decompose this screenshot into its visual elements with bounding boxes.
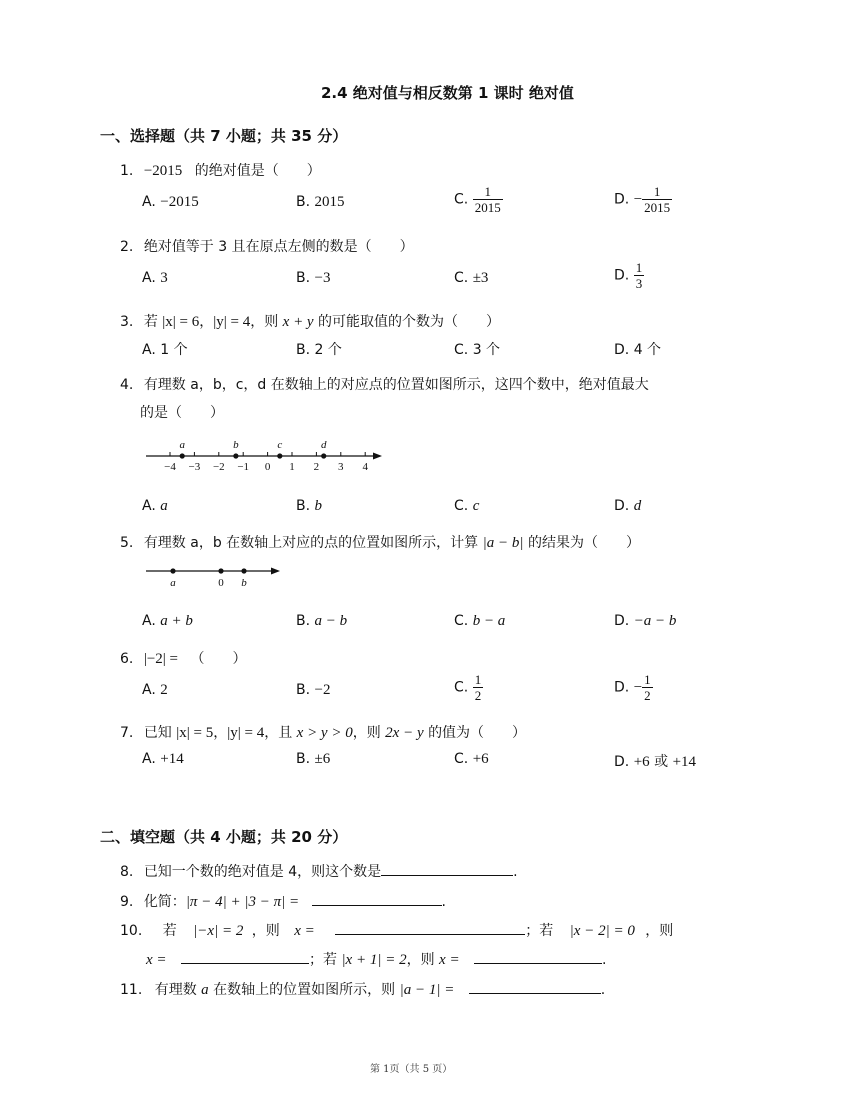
option-value: a + b [160,613,193,629]
option-letter: D. [614,267,630,284]
section-heading-fill: 二、填空题（共 4 小题；共 20 分） [100,828,348,846]
q2-option-a[interactable] [142,270,168,287]
option-letter: B. [296,270,311,286]
option-value: −2015 [160,194,199,210]
question-expression: |a − 1| = [399,982,455,998]
question-text: ，则 [250,314,279,330]
q5-option-a[interactable] [142,613,193,630]
option-sign: − [633,679,643,696]
question-expression: x + y [282,314,314,330]
question-expression: |π − 4| + |3 − π| = [185,894,300,910]
question-variable: a [201,982,209,998]
option-value: 2015 [314,194,345,210]
question-paren: （ ） [190,651,247,667]
axis-arrow [271,568,280,575]
option-value: b [314,498,323,514]
question-expression: x = [146,952,167,968]
question-text: 若 [162,923,177,939]
option-letter: A. [142,682,156,698]
option-letter: C. [454,342,469,358]
page-title: 2.4 绝对值与相反数第 1 课时 绝对值 [321,84,574,102]
option-letter: A. [142,342,156,358]
section-heading-choice: 一、选择题（共 7 小题；共 35 分） [100,127,348,145]
answer-blank[interactable] [335,920,525,935]
question-expression: |y| = 4 [213,314,251,330]
answer-blank[interactable] [381,861,513,876]
question-text: ，则 [406,952,435,968]
question-10-line-2 [146,949,606,969]
option-letter: C. [454,679,469,696]
point-label: a [179,439,185,451]
q4-option-a[interactable] [142,498,168,515]
q1-option-c[interactable] [454,184,503,215]
question-text: ，则 [251,923,280,939]
tick-label: −1 [237,461,250,473]
option-fraction: $\frac{1}{2}$ [644,672,651,703]
question-stem: 的结果为（ ） [527,535,640,551]
question-expression: |−x| = 2 [193,923,244,939]
point-b [233,453,238,458]
question-text: . [600,982,606,998]
q7-option-b[interactable] [296,751,330,768]
question-expression: |−2| = [143,651,178,667]
option-letter: B. [296,751,311,767]
question-number: 6. [120,651,134,667]
option-value: −2 [314,682,331,698]
option-letter: D. [614,679,630,696]
point-origin [218,568,223,573]
answer-blank[interactable] [181,949,309,964]
question-expression: |y| = 4 [227,725,265,741]
q1-option-d[interactable] [614,184,672,215]
question-expression: x = [294,923,315,939]
option-letter: C. [454,270,469,286]
question-number: 1. [120,163,134,179]
question-stem: 已知一个数的绝对值是 4，则这个数是 [143,864,382,880]
option-value: +6 [633,754,650,770]
q6-option-b[interactable] [296,682,330,699]
option-sign: − [633,191,643,208]
q5-option-b[interactable] [296,613,347,630]
q1-option-b[interactable] [296,194,345,211]
q4-option-c[interactable] [454,498,479,515]
point-a [180,453,185,458]
question-2 [120,236,414,256]
q3-option-b[interactable] [296,339,342,359]
point-label: b [241,577,247,589]
option-letter: B. [296,613,311,629]
tick-label: 2 [313,461,320,473]
question-expression: |a − b| [482,535,524,551]
option-letter: D. [614,498,630,514]
option-letter: D. [614,191,630,208]
option-letter: C. [454,191,469,208]
option-value: 2 个 [314,342,342,358]
question-number: 11. [120,982,143,998]
question-6 [120,648,246,668]
q4-option-d[interactable] [614,498,641,515]
option-letter: D. [614,342,630,358]
option-fraction: $\frac{1}{2015}$ [474,184,501,215]
question-text: ， [213,725,228,741]
q7-option-c[interactable] [454,751,489,768]
q3-option-d[interactable] [614,339,661,359]
option-value: b − a [472,613,506,629]
question-stem: 在数轴上的位置如图所示，则 [213,982,396,998]
q6-option-d[interactable] [614,672,653,703]
option-value: a − b [314,613,348,629]
q7-option-d[interactable] [614,751,696,771]
answer-blank[interactable] [312,891,442,906]
option-value: ±6 [314,751,331,767]
tick-label: 1 [289,461,295,473]
question-stem-continued: 的是（ ） [140,405,224,421]
answer-blank[interactable] [474,949,602,964]
question-number: 10. [120,923,143,939]
question-text: ， [199,314,214,330]
q2-option-b[interactable] [296,270,330,287]
option-letter: B. [296,342,311,358]
option-value: 4 个 [633,342,662,358]
question-expression: x = [439,952,460,968]
tick-label: −4 [164,461,176,473]
question-number: 3. [120,314,134,330]
question-expression: 2x − y [385,725,424,741]
point-b [241,568,246,573]
option-letter: A. [142,751,156,767]
point-d [321,453,326,458]
option-fraction: $\frac{1}{2}$ [474,672,482,703]
question-expression: |x| = 5 [176,725,214,741]
question-5 [120,532,640,552]
q4-option-b[interactable] [296,498,322,515]
point-label: d [320,439,327,451]
point-a [170,568,175,573]
q5-number-line [140,560,290,590]
question-expression: −2015 [143,163,183,179]
option-value: 3 [160,270,168,286]
point-label: b [233,439,239,451]
question-stem: 绝对值等于 3 且在原点左侧的数是（ ） [143,239,414,255]
point-label: a [170,577,176,589]
option-value: ±3 [472,270,489,286]
question-text: ，则 [352,725,381,741]
question-stem: 的绝对值是（ ） [194,163,321,179]
question-11 [120,979,605,999]
page-footer: 第 1页（共 5 页） [370,1064,453,1075]
option-value: +14 [160,751,184,767]
question-number: 4. [120,377,134,393]
question-text: ，且 [264,725,293,741]
option-letter: A. [142,498,156,514]
point-c [277,453,282,458]
tick-label: 3 [338,461,344,473]
question-number: 8. [120,864,134,880]
option-value: 2 [160,682,168,698]
option-value: c [472,498,480,514]
question-stem: 有理数 a，b 在数轴上对应的点的位置如图所示，计算 [143,535,479,551]
question-10-line-1 [120,920,673,940]
question-number: 7. [120,725,134,741]
question-text: 若 [143,314,158,330]
question-text: . [602,952,607,968]
option-connector: 或 [654,754,669,770]
question-1 [120,160,321,180]
question-expression: |x + 1| = 2 [341,952,407,968]
option-value: +6 [472,751,489,767]
question-7 [120,722,526,742]
tick-label: −2 [212,461,225,473]
option-letter: A. [142,270,156,286]
q2-option-c[interactable] [454,270,488,287]
question-3 [120,311,500,331]
question-9 [120,891,446,911]
option-fraction: $\frac{1}{3}$ [635,260,643,291]
tick-label: 4 [362,461,368,473]
question-stem: 有理数 [154,982,197,998]
option-value: a [160,498,168,514]
question-expression: x > y > 0 [296,725,353,741]
axis-arrow [373,453,382,460]
tick-label: −3 [188,461,201,473]
q3-option-c[interactable] [454,339,500,359]
q4-number-line [140,436,390,476]
option-fraction: $\frac{1}{2015}$ [644,184,671,215]
question-text: . [513,864,518,880]
option-value: 3 个 [472,342,501,358]
option-value: −a − b [633,613,677,629]
tick-label: 0 [264,461,271,473]
option-letter: B. [296,682,311,698]
option-letter: D. [614,754,630,770]
question-text: ；若 [308,952,337,968]
question-8 [120,861,518,881]
question-text: ；若 [525,923,554,939]
option-letter: A. [142,194,156,210]
question-number: 2. [120,239,134,255]
option-value: 1 个 [160,342,188,358]
question-text: ，则 [645,923,674,939]
question-stem: 有理数 a，b，c，d 在数轴上的对应点的位置如图所示，这四个数中，绝对值最大 [143,377,649,393]
option-value: −3 [314,270,331,286]
option-letter: B. [296,194,311,210]
question-number: 5. [120,535,134,551]
point-label: 0 [218,577,224,589]
option-letter: D. [614,613,630,629]
option-letter: A. [142,613,156,629]
q6-option-c[interactable] [454,672,483,703]
option-letter: C. [454,751,469,767]
point-label: c [277,439,283,451]
option-letter: C. [454,498,469,514]
answer-blank[interactable] [469,979,601,994]
question-text: 已知 [143,725,172,741]
question-number: 9. [120,894,134,910]
option-value: +14 [672,754,697,770]
question-text: 的值为（ ） [428,725,527,741]
option-value: d [633,498,642,514]
q3-option-a[interactable] [142,339,188,359]
q2-option-d[interactable] [614,260,644,291]
question-expression: |x| = 6 [162,314,200,330]
option-letter: C. [454,613,469,629]
question-stem: 化简： [143,894,186,910]
q5-option-d[interactable] [614,613,676,630]
q7-option-a[interactable] [142,751,184,768]
q5-option-c[interactable] [454,613,505,630]
option-letter: B. [296,498,311,514]
question-text: . [441,894,446,910]
q1-option-a[interactable] [142,194,199,211]
question-text: 的可能取值的个数为（ ） [318,314,501,330]
question-expression: |x − 2| = 0 [569,923,635,939]
q6-option-a[interactable] [142,682,168,699]
question-4 [120,374,649,394]
